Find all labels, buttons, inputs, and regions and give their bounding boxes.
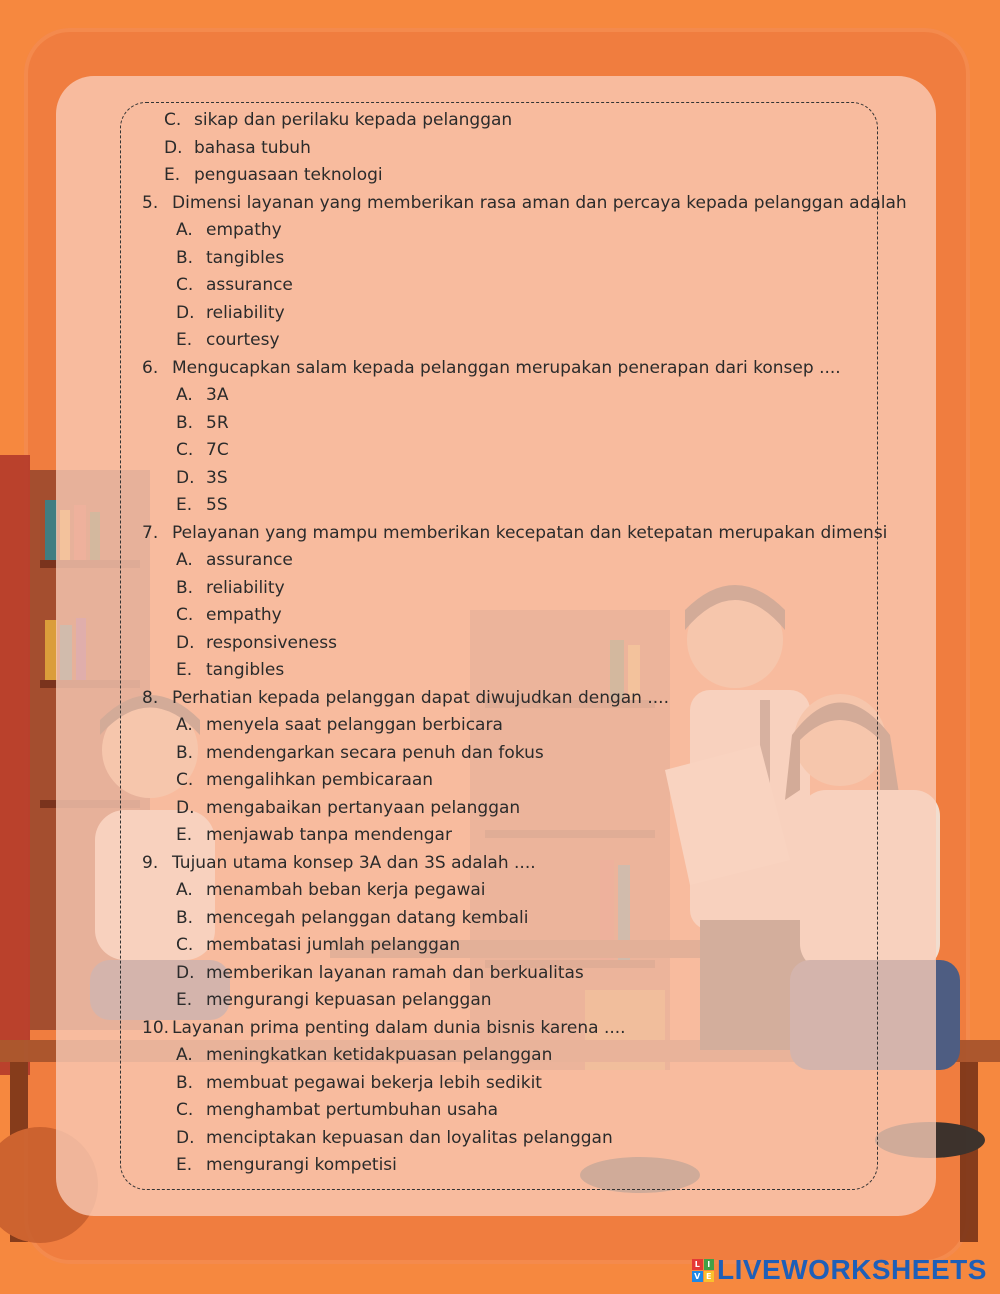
option-text: mengurangi kompetisi [206, 1155, 397, 1175]
option[interactable] [176, 1043, 552, 1067]
option-letter: C. [164, 110, 182, 130]
question-text: Dimensi layanan yang memberikan rasa aman dan percaya kepada pelanggan adalah [172, 193, 907, 213]
option-text: membatasi jumlah pelanggan [206, 935, 461, 955]
option[interactable] [164, 108, 512, 132]
option[interactable] [176, 1126, 613, 1150]
option-text: sikap dan perilaku kepada pelanggan [194, 110, 513, 130]
option-text: empathy [206, 220, 282, 240]
question-text: Tujuan utama konsep 3A dan 3S adalah .... [172, 853, 536, 873]
question-text: Layanan prima penting dalam dunia bisnis karena .... [172, 1018, 626, 1038]
option-letter: E. [176, 495, 193, 515]
liveworksheets-logo[interactable] [692, 1255, 987, 1285]
question-5 [142, 191, 907, 215]
option-letter: C. [176, 1100, 194, 1120]
option-letter: B. [176, 908, 194, 928]
option[interactable] [176, 713, 503, 737]
option-letter: E. [176, 330, 193, 350]
option-text: mengalihkan pembicaraan [206, 770, 434, 790]
option-text: tangibles [206, 660, 285, 680]
option-letter: A. [176, 715, 193, 735]
option[interactable] [176, 218, 282, 242]
option-letter: A. [176, 880, 193, 900]
option-text: menghambat pertumbuhan usaha [206, 1100, 499, 1120]
option-text: 3A [206, 385, 229, 405]
option-text: 3S [206, 468, 228, 488]
option[interactable] [176, 548, 293, 572]
logo-badge-letter: V [692, 1271, 703, 1282]
question-number: 5. [142, 193, 159, 213]
option-letter: D. [176, 963, 195, 983]
option-letter: C. [176, 605, 194, 625]
option-letter: B. [176, 1073, 194, 1093]
logo-badge-letter: I [704, 1259, 715, 1270]
option[interactable] [176, 768, 433, 792]
option-letter: A. [176, 1045, 193, 1065]
option[interactable] [176, 878, 486, 902]
option-letter: C. [176, 275, 194, 295]
option-letter: B. [176, 578, 194, 598]
option-text: mencegah pelanggan datang kembali [206, 908, 529, 928]
logo-badge-letter: L [692, 1259, 703, 1270]
option[interactable] [176, 301, 285, 325]
option-text: mengabaikan pertanyaan pelanggan [206, 798, 521, 818]
option-letter: C. [176, 770, 194, 790]
option-text: 5S [206, 495, 228, 515]
question-number: 10. [142, 1018, 170, 1038]
question-8 [142, 686, 669, 710]
option[interactable] [176, 328, 280, 352]
option-text: 7C [206, 440, 229, 460]
option[interactable] [176, 438, 229, 462]
option[interactable] [176, 906, 529, 930]
option-text: reliability [206, 303, 285, 323]
option[interactable] [176, 741, 544, 765]
option[interactable] [164, 136, 311, 160]
option-letter: C. [176, 935, 194, 955]
option[interactable] [176, 1153, 397, 1177]
option-text: assurance [206, 275, 293, 295]
option[interactable] [176, 658, 284, 682]
option[interactable] [176, 411, 229, 435]
option-text: memberikan layanan ramah dan berkualitas [206, 963, 584, 983]
option-letter: A. [176, 385, 193, 405]
option-letter: B. [176, 413, 194, 433]
option-text: bahasa tubuh [194, 138, 311, 158]
option-text: courtesy [206, 330, 280, 350]
option[interactable] [176, 246, 284, 270]
question-7 [142, 521, 887, 545]
question-text: Mengucapkan salam kepada pelanggan merupakan penerapan dari konsep .... [172, 358, 841, 378]
option-letter: D. [164, 138, 183, 158]
option-text: mengurangi kepuasan pelanggan [206, 990, 492, 1010]
option-letter: D. [176, 798, 195, 818]
option[interactable] [176, 1098, 498, 1122]
option[interactable] [176, 933, 460, 957]
question-number: 9. [142, 853, 159, 873]
option[interactable] [176, 466, 228, 490]
logo-badge-letter: E [704, 1271, 715, 1282]
option-letter: A. [176, 220, 193, 240]
option-text: membuat pegawai bekerja lebih sedikit [206, 1073, 542, 1093]
question-number: 7. [142, 523, 159, 543]
option-text: menambah beban kerja pegawai [206, 880, 486, 900]
option[interactable] [176, 493, 228, 517]
option-letter: E. [176, 1155, 193, 1175]
option-text: responsiveness [206, 633, 337, 653]
question-6 [142, 356, 841, 380]
option-text: menjawab tanpa mendengar [206, 825, 452, 845]
option[interactable] [176, 1071, 542, 1095]
option[interactable] [176, 631, 337, 655]
option-letter: D. [176, 633, 195, 653]
option-letter: E. [176, 990, 193, 1010]
option[interactable] [176, 603, 282, 627]
option-text: reliability [206, 578, 285, 598]
option[interactable] [176, 383, 228, 407]
option-letter: E. [164, 165, 181, 185]
option-text: 5R [206, 413, 229, 433]
question-number: 8. [142, 688, 159, 708]
option[interactable] [176, 796, 520, 820]
option[interactable] [176, 961, 584, 985]
question-number: 6. [142, 358, 159, 378]
question-text: Pelayanan yang mampu memberikan kecepatan dan ketepatan merupakan dimensi [172, 523, 888, 543]
option-letter: D. [176, 1128, 195, 1148]
option[interactable] [176, 576, 285, 600]
question-text: Perhatian kepada pelanggan dapat diwujudkan dengan .... [172, 688, 669, 708]
logo-badge-icon [692, 1259, 714, 1281]
option-text: menciptakan kepuasan dan loyalitas pelanggan [206, 1128, 613, 1148]
option-text: tangibles [206, 248, 285, 268]
option-letter: B. [176, 248, 194, 268]
option-text: meningkatkan ketidakpuasan pelanggan [206, 1045, 553, 1065]
option-letter: D. [176, 303, 195, 323]
option[interactable] [176, 988, 492, 1012]
option-letter: D. [176, 468, 195, 488]
logo-text: LIVEWORKSHEETS [717, 1254, 987, 1285]
option[interactable] [176, 823, 452, 847]
option-text: assurance [206, 550, 293, 570]
option[interactable] [176, 273, 293, 297]
option-letter: B. [176, 743, 194, 763]
option-text: mendengarkan secara penuh dan fokus [206, 743, 544, 763]
question-10 [142, 1016, 626, 1040]
question-9 [142, 851, 536, 875]
option[interactable] [164, 163, 383, 187]
option-text: menyela saat pelanggan berbicara [206, 715, 503, 735]
option-text: penguasaan teknologi [194, 165, 383, 185]
option-letter: A. [176, 550, 193, 570]
option-text: empathy [206, 605, 282, 625]
option-letter: E. [176, 660, 193, 680]
option-letter: C. [176, 440, 194, 460]
option-letter: E. [176, 825, 193, 845]
